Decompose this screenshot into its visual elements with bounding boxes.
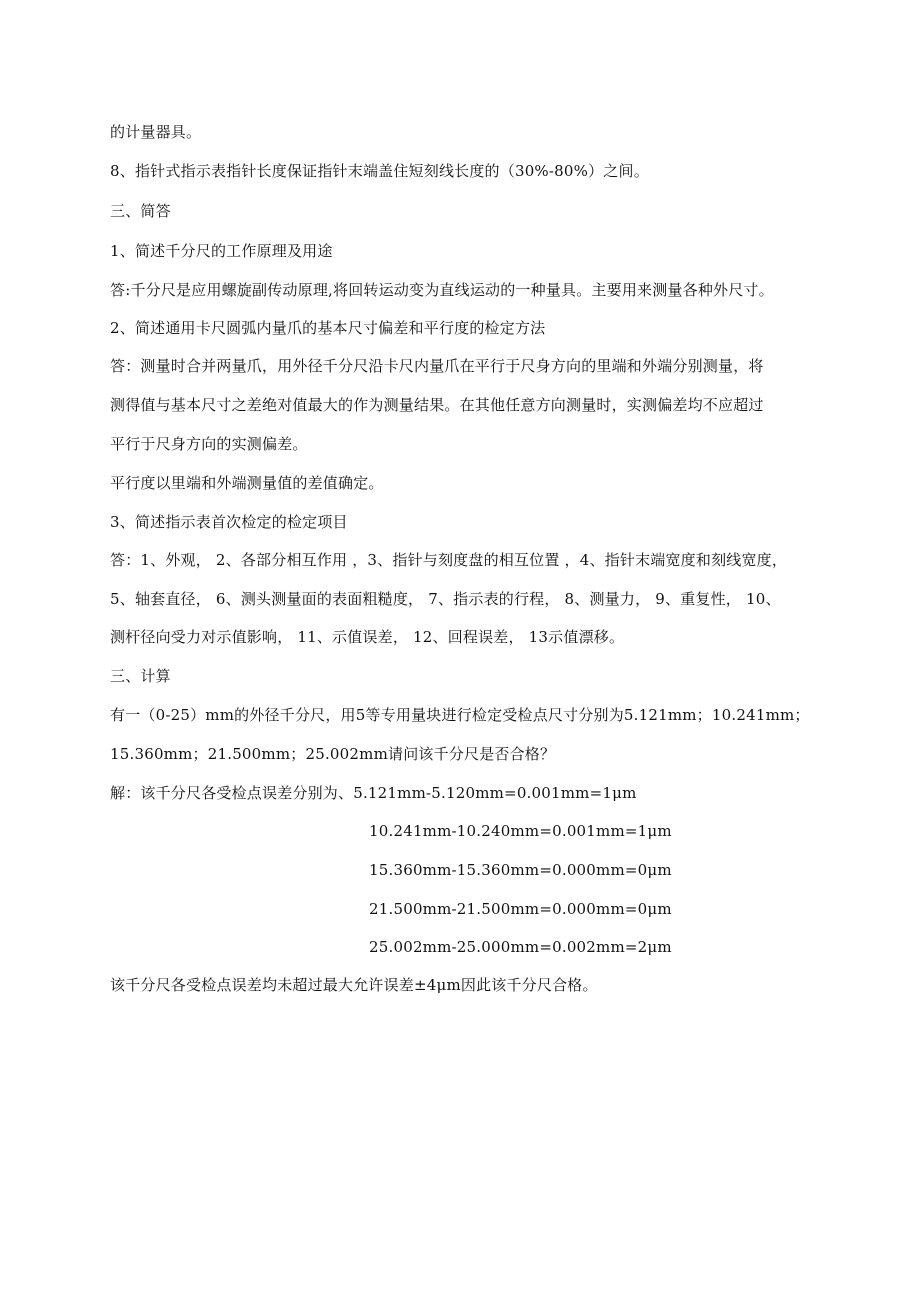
question-heading: 2、简述通用卡尺圆弧内量爪的基本尺寸偏差和平行度的检定方法 [110,319,546,337]
answer-text: 答:千分尺是应用螺旋副传动原理,将回转运动变为直线运动的一种量具。主要用来测量各种外尺寸。 [110,281,774,299]
question-heading: 1、简述千分尺的工作原理及用途 [110,242,333,260]
answer-text: 平行于尺身方向的实测偏差。 [110,435,308,453]
section-heading: 三、简答 [110,202,171,220]
answer-text: 测得值与基本尺寸之差绝对值最大的作为测量结果。在其他任意方向测量时，实测偏差均不应超过 [110,396,764,414]
calculation-line: 25.002mm-25.000mm=0.002mm=2μm [369,938,672,956]
section-heading: 三、计算 [110,667,171,685]
answer-text: 5、轴套直径， 6、测头测量面的表面粗糙度， 7、指示表的行程， 8、测量力， 9、重复性， 10、 [110,590,781,608]
calculation-line: 15.360mm-15.360mm=0.000mm=0μm [369,861,672,879]
answer-text: 答：1、外观， 2、各部分相互作用 ，3、指针与刻度盘的相互位置 ，4、指针末端宽度和刻线宽度， [110,551,788,569]
problem-text: 有一（0-25）mm的外径千分尺，用5等专用量块进行检定受检点尺寸分别为5.121mm；10.241mm； [110,706,810,724]
problem-text: 15.360mm；21.500mm；25.002mm请问该千分尺是否合格？ [110,745,556,763]
text-line: 的计量器具。 [110,123,202,141]
answer-text: 答：测量时合并两量爪，用外径千分尺沿卡尺内量爪在平行于尺身方向的里端和外端分别测量，将 [110,357,764,375]
conclusion-text: 该千分尺各受检点误差均未超过最大允许误差±4μm因此该千分尺合格。 [110,976,598,994]
text-line: 8、指针式指示表指针长度保证指针末端盖住短刻线长度的（30%-80%）之间。 [110,162,649,180]
solution-text: 解：该千分尺各受检点误差分别为、5.121mm-5.120mm=0.001mm=1μm [110,784,637,802]
answer-text: 测杆径向受力对示值影响， 11、示值误差， 12、回程误差， 13示值漂移。 [110,628,625,646]
calculation-line: 10.241mm-10.240mm=0.001mm=1μm [369,822,672,840]
calculation-line: 21.500mm-21.500mm=0.000mm=0μm [369,900,672,918]
answer-text: 平行度以里端和外端测量值的差值确定。 [110,474,384,492]
question-heading: 3、简述指示表首次检定的检定项目 [110,513,348,531]
